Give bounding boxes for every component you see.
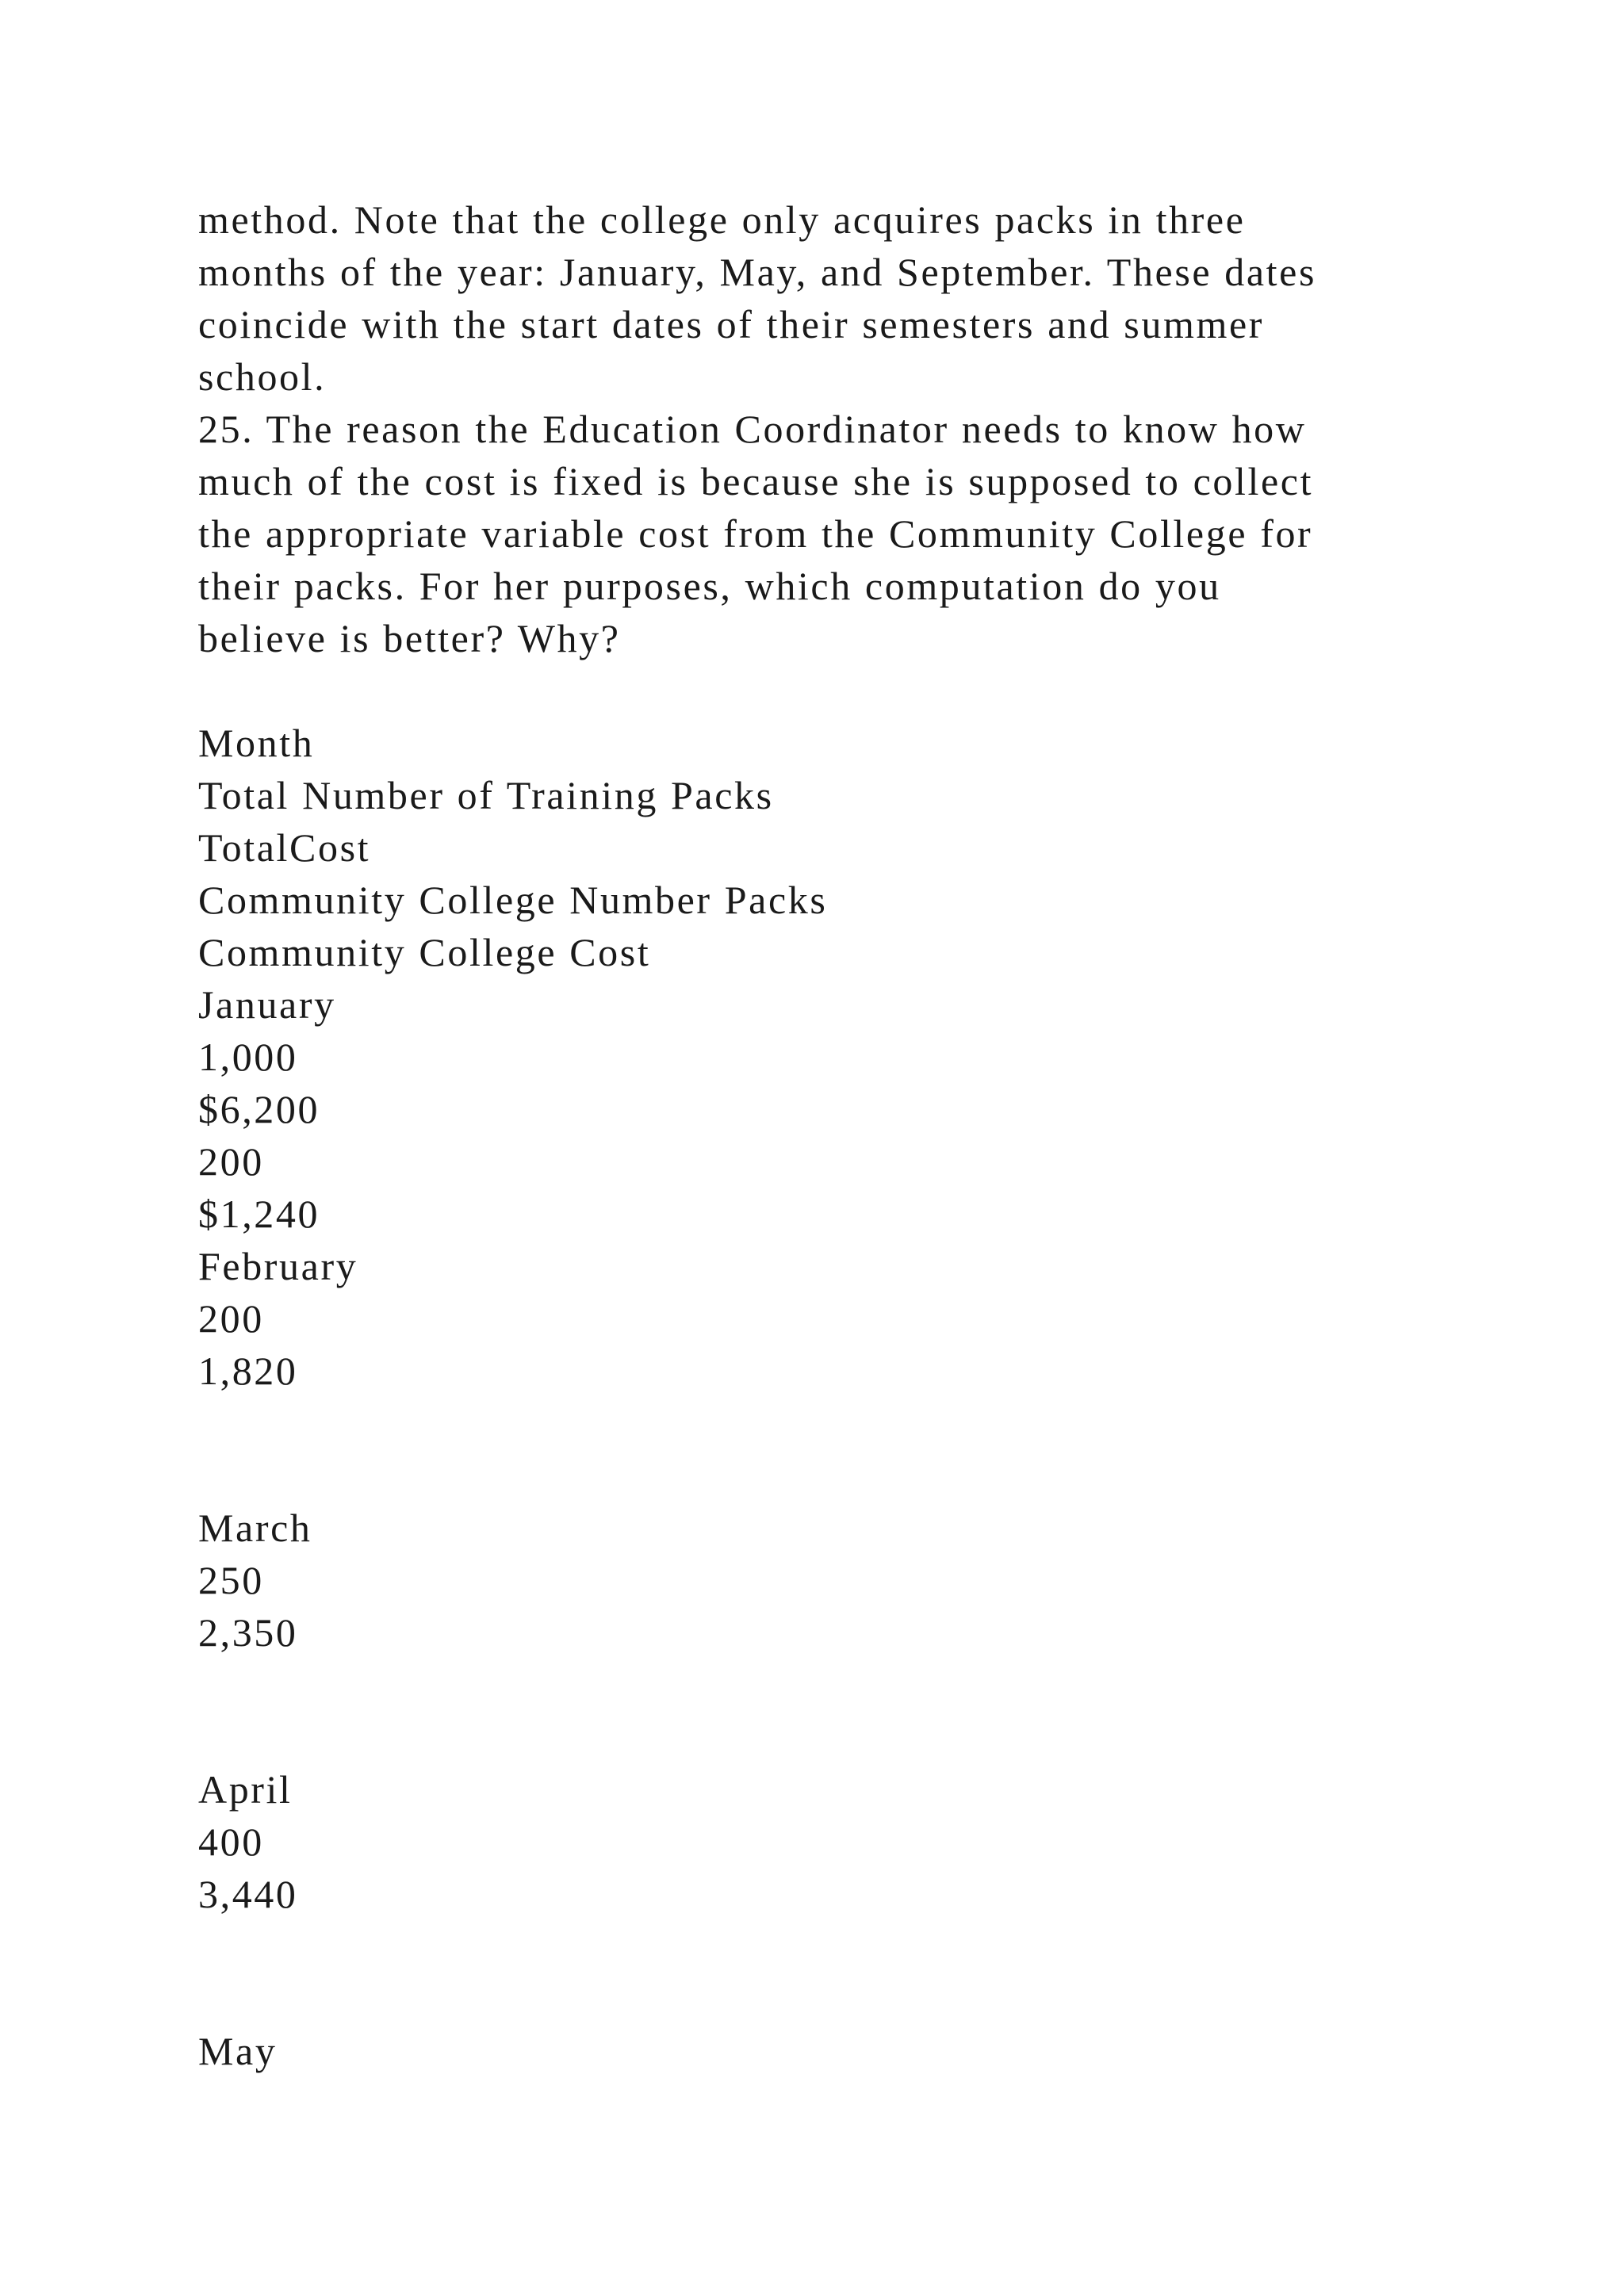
- text-line: school.: [198, 354, 327, 399]
- spacer: [198, 664, 1435, 717]
- table-cell-packs: 250: [198, 1558, 264, 1602]
- table-header: Community College Cost: [198, 930, 651, 974]
- table-cell-cost: $6,200: [198, 1087, 320, 1131]
- table-cell-packs: 1,000: [198, 1035, 298, 1079]
- text-line: the appropriate variable cost from the Community College for: [198, 511, 1313, 556]
- table-cell-cc-cost: $1,240: [198, 1192, 320, 1236]
- text-line: much of the cost is fixed is because she is supposed to collect: [198, 459, 1314, 503]
- document-page: [198, 193, 1435, 2077]
- question-25-paragraph: [198, 403, 1435, 664]
- text-line: coincide with the start dates of their semesters and summer: [198, 302, 1264, 346]
- table-cell-cost: 2,350: [198, 1610, 298, 1655]
- table-cell-packs: 400: [198, 1820, 264, 1864]
- table-row-january: [198, 978, 1435, 1240]
- text-line: method. Note that the college only acquires packs in three: [198, 197, 1246, 242]
- table-row-may: [198, 2025, 1435, 2077]
- table-cell-month: January: [198, 982, 336, 1027]
- table-headers: [198, 717, 1435, 978]
- table-header: Total Number of Training Packs: [198, 773, 774, 817]
- table-cell-cc-packs-empty: [198, 1659, 1435, 1711]
- table-header: TotalCost: [198, 825, 371, 870]
- table-header: Month: [198, 721, 315, 765]
- table-row-march: [198, 1502, 1435, 1763]
- table-cell-month: February: [198, 1244, 358, 1288]
- table-cell-cc-cost-empty: [198, 1711, 1435, 1763]
- intro-paragraph: [198, 193, 1435, 403]
- table-cell-cc-packs-empty: [198, 1920, 1435, 1973]
- table-cell-cost: 1,820: [198, 1349, 298, 1393]
- text-line: months of the year: January, May, and September. These dates: [198, 250, 1317, 294]
- table-cell-month: April: [198, 1767, 293, 1812]
- table-cell-month: March: [198, 1506, 312, 1550]
- table-header: Community College Number Packs: [198, 878, 828, 922]
- text-line: their packs. For her purposes, which computation do you: [198, 564, 1221, 608]
- table-cell-cc-cost-empty: [198, 1449, 1435, 1502]
- table-cell-cost: 3,440: [198, 1872, 298, 1916]
- table-cell-cc-cost-empty: [198, 1973, 1435, 2025]
- text-line: 25. The reason the Education Coordinator needs to know how: [198, 407, 1307, 451]
- table-cell-month: May: [198, 2029, 278, 2073]
- table-row-april: [198, 1763, 1435, 2025]
- table-cell-cc-packs-empty: [198, 1397, 1435, 1449]
- table-row-february: [198, 1240, 1435, 1502]
- table-cell-packs: 200: [198, 1296, 264, 1341]
- text-line: believe is better? Why?: [198, 616, 621, 660]
- table-cell-cc-packs: 200: [198, 1139, 264, 1184]
